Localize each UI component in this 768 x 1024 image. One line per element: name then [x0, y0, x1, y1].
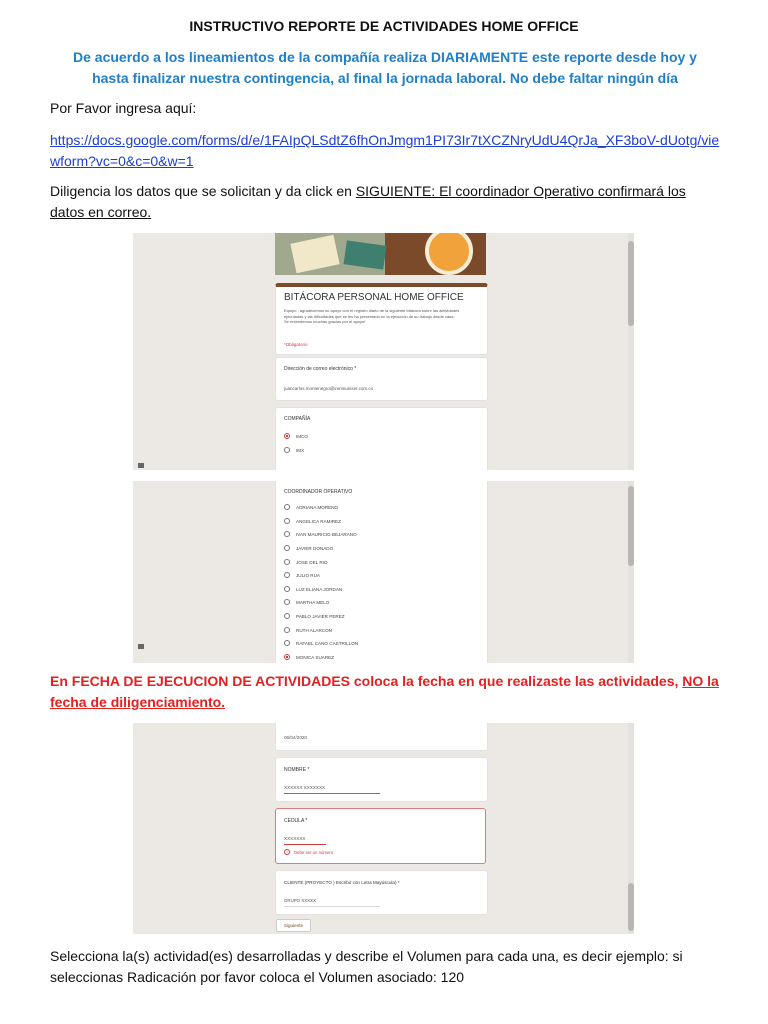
- scrollbar[interactable]: [628, 723, 634, 934]
- client-input[interactable]: GRUPO XXXXX: [284, 897, 380, 907]
- radio-icon: [284, 586, 290, 592]
- coordinator-option[interactable]: [284, 599, 329, 605]
- company-card: [275, 407, 488, 470]
- form-screenshot-1: [133, 233, 634, 470]
- coordinator-option[interactable]: [284, 545, 333, 551]
- id-card: [275, 808, 486, 864]
- coordinator-name: JAVIER DONADO: [296, 545, 334, 551]
- scrollbar-thumb[interactable]: [628, 883, 634, 931]
- company-option-label: IMCO: [296, 433, 308, 439]
- coordinator-name: LUZ ELIANA JORDAN: [296, 586, 343, 592]
- form-title: BITÁCORA PERSONAL HOME OFFICE: [284, 292, 464, 303]
- diligencia-paragraph: [50, 181, 720, 223]
- scrollbar-thumb[interactable]: [628, 486, 634, 566]
- company-option-label: IMX: [296, 447, 305, 453]
- fecha-underlined: NO la fecha de diligenciamiento.: [50, 673, 719, 710]
- radio-icon: [284, 559, 290, 565]
- company-label: COMPAÑÍA: [284, 416, 311, 422]
- coordinator-name: RAFAEL CANO CASTRILLON: [296, 640, 359, 646]
- radio-icon: [284, 504, 290, 510]
- radio-icon: [284, 599, 290, 605]
- scrollbar[interactable]: [628, 233, 634, 470]
- coordinator-label: COORDINADOR OPERATIVO: [284, 489, 353, 495]
- radio-icon: [284, 627, 290, 633]
- coordinator-option[interactable]: [284, 559, 327, 565]
- coordinator-option[interactable]: [284, 572, 320, 578]
- radio-icon: [284, 531, 290, 537]
- coordinator-name: ADRIANA MORENO: [296, 504, 339, 510]
- report-flag-icon[interactable]: [138, 644, 144, 649]
- coordinator-option[interactable]: [284, 518, 341, 524]
- header-image: [275, 233, 486, 275]
- radio-icon: [284, 518, 290, 524]
- coordinator-name: PABLO JAVIER PEREZ: [296, 613, 345, 619]
- coordinator-option[interactable]: [284, 613, 345, 619]
- coordinator-name: JULIO RUA: [296, 572, 320, 578]
- coordinator-option[interactable]: [284, 640, 358, 646]
- email-value[interactable]: juancarlos.montenegro@inmmuniser.com.co: [284, 386, 374, 391]
- radio-icon: [284, 545, 290, 551]
- date-value[interactable]: 06/04/2020: [284, 735, 307, 740]
- company-option-imx[interactable]: [284, 447, 304, 453]
- coordinator-name: MARTHA MELO: [296, 599, 330, 605]
- client-card: [275, 870, 488, 915]
- radio-icon: [284, 613, 290, 619]
- coordinator-name: RUTH ALARCON: [296, 627, 332, 633]
- form-title-card: [275, 283, 488, 355]
- report-flag-icon[interactable]: [138, 463, 144, 468]
- radio-selected-icon: [284, 654, 290, 660]
- diligencia-underlined: SIGUIENTE: El coordinador Operativo confirmará los datos en correo.: [50, 183, 686, 220]
- error-icon: !: [284, 849, 290, 855]
- email-label: Dirección de correo electrónico *: [284, 366, 357, 372]
- form-description: Equipo , agradecemos su apoyo con el registro diario de la siguiente bitácora sobre las actividades ejecutadas y las dificultades que se les ha presentado en la ejecución de su trabajo desde casa. Se entendemos muchas gracias por el apoyo!: [284, 308, 460, 324]
- name-input[interactable]: XXXXXX XXXXXXX: [284, 784, 380, 794]
- document-subtitle: De acuerdo a los lineamientos de la compañía realiza DIARIAMENTE este reporte desde hoy y hasta finalizar nuestra contingencia, al final la jornada laboral. No debe faltar ningún día: [73, 49, 697, 86]
- client-label: CLIENTE (PROYECTO ) Escribir con Letra Mayúscula) *: [284, 880, 400, 885]
- ingresa-text: Por Favor ingresa aquí:: [50, 100, 197, 116]
- id-label: CEDULA *: [284, 818, 308, 824]
- form-link[interactable]: https://docs.google.com/forms/d/e/1FAIpQLSdtZ6fhOnJmgm1PI73Ir7tXCZNryUdU4QrJa_XF3boV-dUotg/viewform?vc=0&c=0&w=1: [50, 132, 720, 169]
- required-note: *Obligatorio: [284, 342, 308, 347]
- coordinator-name: ANGELICA RAMIREZ: [296, 518, 341, 524]
- fecha-prefix: En FECHA DE EJECUCION DE ACTIVIDADES coloca la fecha en que realizaste las actividades,: [50, 673, 683, 689]
- id-input[interactable]: XXXXXXX: [284, 835, 326, 845]
- selecciona-paragraph: Selecciona la(s) actividad(es) desarrolladas y describe el Volumen para cada una, es decir ejemplo: si seleccionas Radicación por favor coloca el Volumen asociado: 120: [50, 948, 683, 985]
- scrollbar-thumb[interactable]: [628, 241, 634, 326]
- company-option-imco[interactable]: [284, 433, 308, 439]
- date-card: [275, 723, 488, 751]
- diligencia-prefix: Diligencia los datos que se solicitan y da click en: [50, 183, 356, 199]
- radio-icon: [284, 640, 290, 646]
- coordinator-option[interactable]: [284, 504, 338, 510]
- coordinator-option[interactable]: [284, 531, 357, 537]
- name-label: NOMBRE *: [284, 767, 310, 773]
- coordinator-name: MONICA SUAREZ: [296, 654, 335, 660]
- radio-selected-icon: [284, 433, 290, 439]
- document-title: INSTRUCTIVO REPORTE DE ACTIVIDADES HOME OFFICE: [189, 18, 579, 34]
- coordinator-name: IVAN MAURICIO BEJARANO: [296, 531, 357, 537]
- radio-icon: [284, 572, 290, 578]
- form-screenshot-3: [133, 723, 634, 934]
- coordinator-option[interactable]: [284, 586, 342, 592]
- next-button[interactable]: Siguiente: [276, 919, 311, 932]
- coordinator-option[interactable]: [284, 654, 334, 660]
- radio-icon: [284, 447, 290, 453]
- id-error-text: Debe ser un número: [294, 849, 334, 855]
- email-card: [275, 357, 488, 401]
- form-screenshot-2: [133, 481, 634, 663]
- scrollbar[interactable]: [628, 481, 634, 663]
- id-error: [284, 849, 333, 855]
- form-link-paragraph: [50, 130, 720, 172]
- name-card: [275, 757, 488, 802]
- coordinator-name: JOSE DEL RIO: [296, 559, 328, 565]
- coordinator-card: [275, 481, 488, 663]
- coordinator-option[interactable]: [284, 627, 332, 633]
- fecha-instruction: [50, 671, 720, 713]
